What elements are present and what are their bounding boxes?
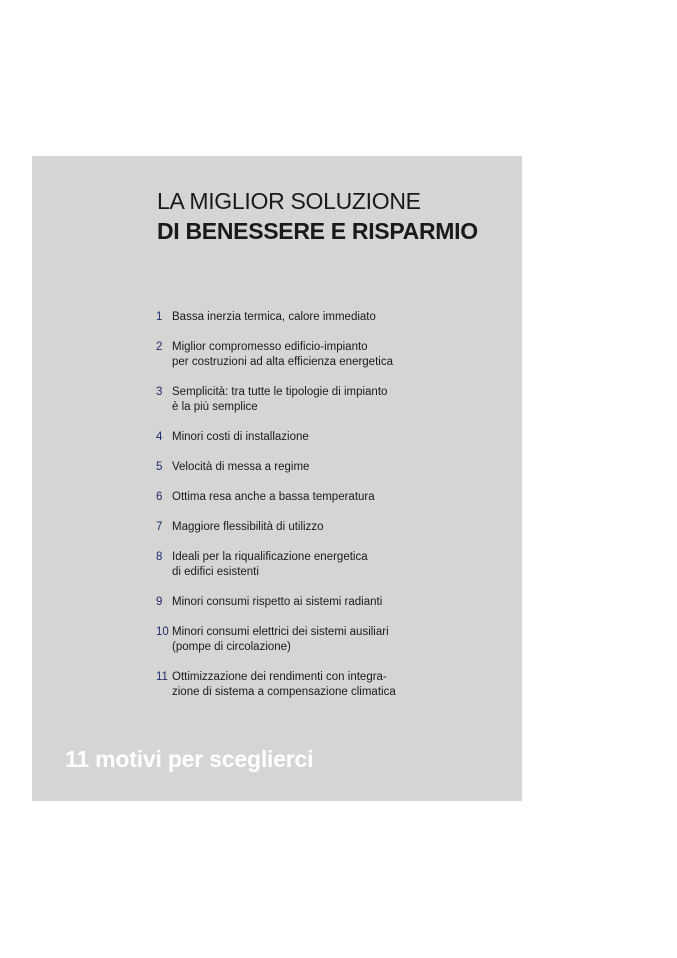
- item-text: Minori consumi rispetto ai sistemi radianti: [172, 596, 383, 608]
- item-text: Ottima resa anche a bassa temperatura: [172, 491, 375, 503]
- list-item: [156, 340, 456, 370]
- title-line-1: LA MIGLIOR SOLUZIONE: [157, 188, 421, 214]
- item-text: Velocità di messa a regime: [172, 461, 310, 473]
- item-number: 2: [156, 341, 163, 353]
- item-number: 1: [156, 311, 163, 323]
- list-item: [156, 550, 456, 580]
- title-line-2: DI BENESSERE E RISPARMIO: [157, 218, 478, 244]
- footer-title: 11 motivi per sceglierci: [65, 746, 314, 772]
- item-number: 3: [156, 386, 163, 398]
- list-item: [156, 430, 456, 445]
- list-item: [156, 490, 456, 505]
- item-text: Bassa inerzia termica, calore immediato: [172, 311, 376, 323]
- item-number: 5: [156, 461, 163, 473]
- list-item: [156, 595, 456, 610]
- list-item: [156, 670, 456, 700]
- list-item: [156, 460, 456, 475]
- item-text: Ideali per la riqualificazione energetica di edifici esistenti: [172, 551, 368, 578]
- item-text: Ottimizzazione dei rendimenti con integra- zione di sistema a compensazione climatica: [172, 671, 396, 698]
- list-item: [156, 520, 456, 535]
- item-number: 9: [156, 596, 163, 608]
- item-text: Miglior compromesso edificio-impianto per costruzioni ad alta efficienza energetica: [172, 341, 393, 368]
- item-text: Maggiore flessibilità di utilizzo: [172, 521, 324, 533]
- list-item: [156, 625, 456, 655]
- item-number: 7: [156, 521, 163, 533]
- list-item: [156, 385, 456, 415]
- item-number: 8: [156, 551, 163, 563]
- item-text: Minori consumi elettrici dei sistemi ausiliari (pompe di circolazione): [172, 626, 389, 653]
- reasons-list: [156, 310, 456, 715]
- item-text: Semplicità: tra tutte le tipologie di impianto è la più semplice: [172, 386, 388, 413]
- item-number: 4: [156, 431, 163, 443]
- item-number: 10: [156, 626, 169, 638]
- item-number: 11: [156, 671, 168, 683]
- content-panel: [32, 156, 522, 801]
- item-number: 6: [156, 491, 163, 503]
- item-text: Minori costi di installazione: [172, 431, 309, 443]
- list-item: [156, 310, 456, 325]
- page-title: [157, 186, 478, 246]
